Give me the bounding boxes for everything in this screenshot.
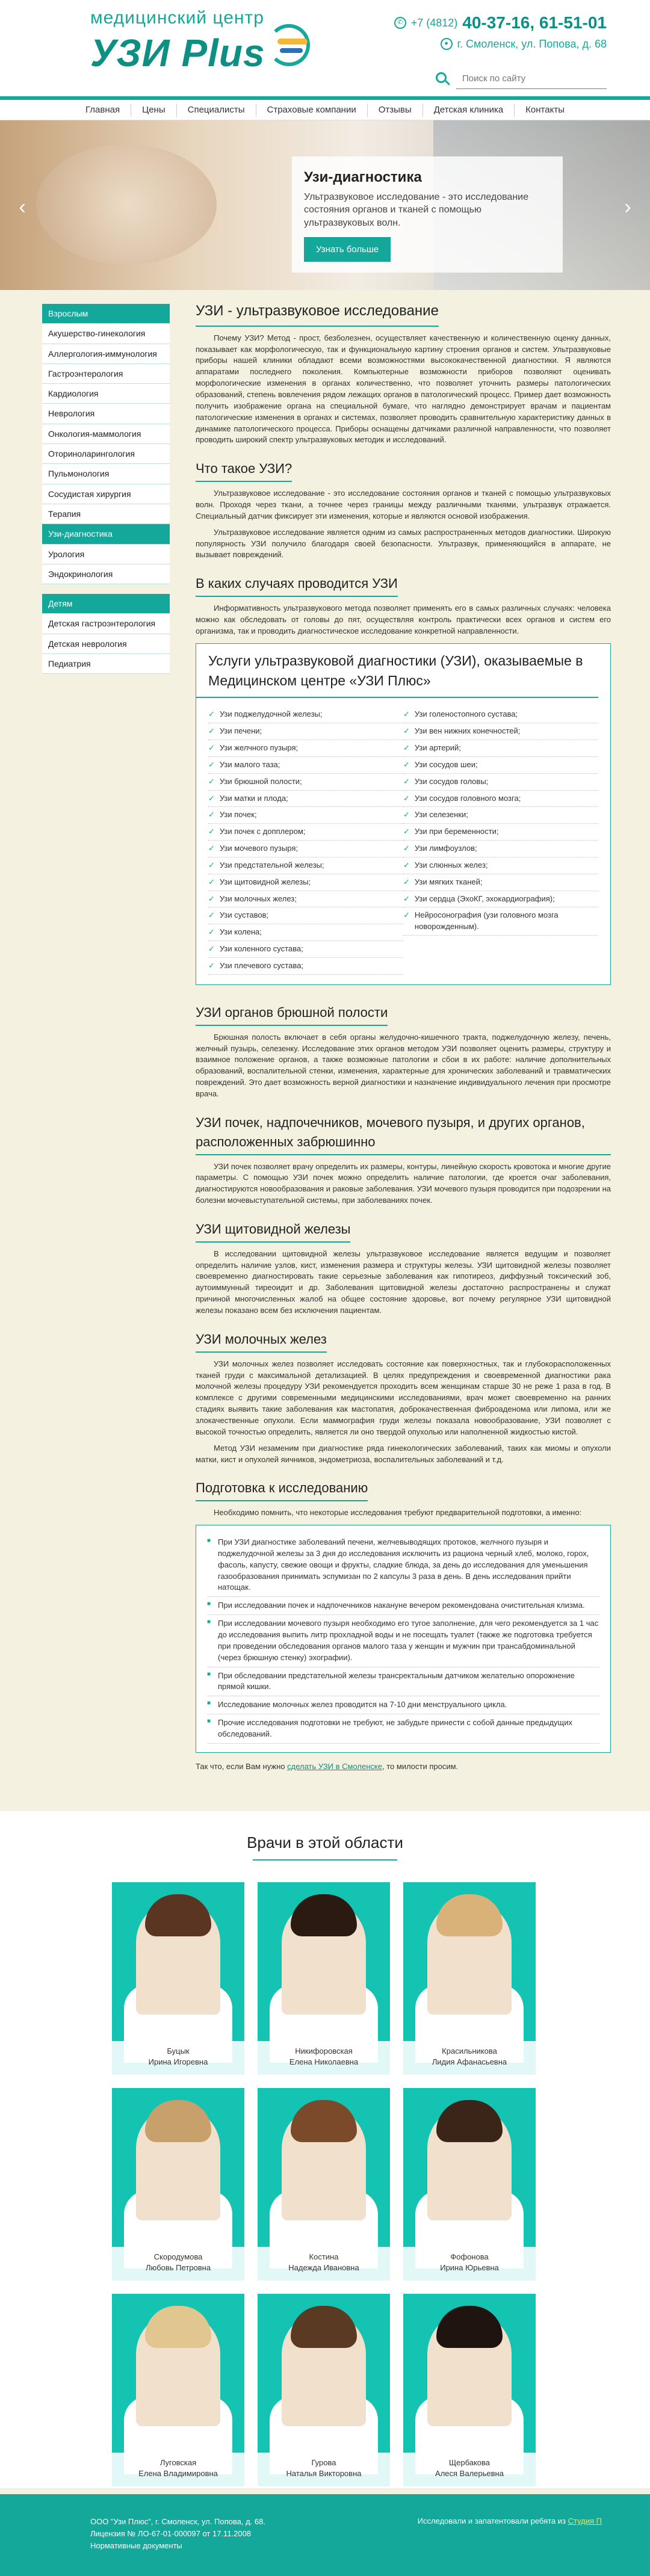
footer-company: ООО "Узи Плюс", г. Смоленск, ул. Попова, д. 68. — [90, 2517, 265, 2526]
service-label: Узи молочных желез; — [219, 894, 297, 903]
service-item — [403, 757, 598, 774]
sidebar-item[interactable]: Эндокринология — [42, 564, 170, 584]
site-footer — [0, 2494, 650, 2576]
sidebar-item[interactable]: Детская неврология — [42, 634, 170, 654]
sidebar-item[interactable]: Педиатрия — [42, 654, 170, 674]
service-item — [403, 791, 598, 808]
sidebar-item[interactable]: Терапия — [42, 504, 170, 524]
nav-insurance[interactable]: Страховые компании — [256, 103, 367, 117]
sidebar-item[interactable]: Аллергология-иммунология — [42, 344, 170, 364]
kidneys-paragraph: УЗИ почек позволяет врачу определить их размеры, контуры, линейную скорость кровотока и многие другие параметры. С помощью УЗИ почек можно определить наличие патологии, где кроется очаг заболевания, диагностируются новообразования и раковые заболевания. УЗИ мочевого пузыря проводится при подозрении на болезни мочевыступательной системы, при заболеваниях почек. — [196, 1161, 611, 1205]
check-icon: ✓ — [208, 810, 215, 820]
service-item — [403, 857, 598, 874]
sidebar-item[interactable]: Акушерство-гинекология — [42, 324, 170, 344]
doctor-hair — [145, 2306, 211, 2348]
nav-specialists[interactable]: Специалисты — [176, 103, 256, 117]
preparation-item: ■ При исследовании почек и надпочечников накануне вечером рекомендована очистительная клизма. — [207, 1597, 599, 1615]
service-label: Узи щитовидной железы; — [219, 877, 311, 886]
check-icon: ✓ — [208, 743, 215, 752]
slider-background-image — [36, 144, 217, 265]
nav-home[interactable]: Главная — [85, 105, 120, 116]
service-label: Узи мягких тканей; — [414, 877, 483, 886]
section-title-abdomen: УЗИ органов брюшной полости — [196, 1003, 388, 1026]
developer-prefix: Исследовали и запатентовали ребята из — [417, 2516, 568, 2525]
sidebar-item[interactable]: Оториноларингология — [42, 444, 170, 464]
developer-link[interactable]: Студия П — [568, 2516, 602, 2525]
cases-paragraph: Информативность ультразвукового метода позволяет применять его в самых различных случаях: человека можно как обследовать от головы до пят, осуществляя контроль практически всех органов и систем его организма, так и проводить диагностическое исследование конкретной направленности. — [196, 604, 611, 635]
breast-paragraph-2: Метод УЗИ незаменим при диагностике ряда гинекологических заболеваний, таких как миомы и опухоли матки, кист и опухолей яичников, эндометриоза, воспалительных заболеваний и т.д. — [196, 1443, 611, 1464]
doctor-name: Красильникова Лидия Афанасьевна — [403, 2041, 536, 2075]
service-label: Узи мочевого пузыря; — [219, 844, 299, 853]
page-title: УЗИ - ультразвуковое исследование — [196, 301, 439, 327]
breast-paragraph-1: УЗИ молочных желез позволяет исследовать состояние как поверхностных, так и глубокорасположенных тканей груди с максимальной детализацией. В целях предупреждения и своевременной диагностики рака молочной железы процедуру УЗИ рекомендуется проходить всем женщинам старше 30 не реже 1 раза в год. В комплексе с другими современными медицинскими исследованиями, врач может своевременно на ранних стадиях выявить такие заболевания как мастопатия, доброкачественная фиброаденома или липома, или же злокачественные опухоли. Если маммография груди железы показала новообразование, УЗИ позволяет с высокой точностью определить, является ли оно твердой опухолью или наполненной жидкостью кистой. — [196, 1359, 611, 1436]
service-item — [208, 757, 403, 774]
preparation-item: ■ Прочие исследования подготовки не требуют, не забудьте принести с собой данные предыдущих обследований. — [207, 1714, 599, 1744]
service-label: Узи селезенки; — [414, 810, 468, 820]
service-label: Узи желчного пузыря; — [219, 743, 299, 752]
preparation-item: ■ При обследовании предстательной железы трансректальным датчиком желательно опорожнение прямой кишки. — [207, 1667, 599, 1697]
preparation-item: ■ При исследовании мочевого пузыря необходимо его тугое заполнение, для чего рекомендуется за 1 час до исследования выпить литр прохладной воды и не посещать туалет (также же подготовка требуется при проведении обследования органов малого таза у женщин и мужчин при трансабдоминальной (через брюшную стенку) эхографии). — [207, 1615, 599, 1667]
service-item — [208, 857, 403, 874]
location-icon: ● — [441, 38, 453, 50]
service-label: Узи поджелудочной железы; — [219, 709, 323, 719]
check-icon: ✓ — [403, 877, 410, 886]
service-item — [208, 841, 403, 857]
phone-code: +7 (4812) — [410, 17, 458, 29]
doctor-hair — [291, 2100, 357, 2142]
doctor-card[interactable] — [403, 2294, 536, 2486]
section-title-breast: УЗИ молочных желез — [196, 1330, 327, 1353]
doctor-card[interactable] — [403, 1882, 536, 2075]
what-paragraph-1: Ультразвуковое исследование - это исследование состояния органов и тканей с помощью ультразвуковых волн. Проходя через ткани, а точнее через границы между различными тканями, ультразвук отражается. Специальный датчик фиксирует эти изменения, которые и являются основой изображения. — [196, 489, 611, 520]
doctor-hair — [145, 1894, 211, 1936]
abdomen-paragraph: Брюшная полость включает в себя органы желудочно-кишечного тракта, поджелудочную железу, печень, желчный пузырь, селезенку. Исследование этих органов методом УЗИ позволяет оценить размеры, структуру и взаимное положение органов, а также возможные патологии и сбои в их работе: наличие дополнительных образований, воспалительной стенки, изменения, характерные для хронических заболеваний и травматических повреждений. Это дает возможность верной диагностики и назначение индивидуального лечения при просмотре врача. — [196, 1032, 611, 1098]
slide-text: Ультразвуковое исследование - это исследование состояния органов и тканей с помощью ультразвуковых волн. — [304, 191, 528, 228]
doctor-card[interactable] — [258, 2294, 390, 2486]
check-icon: ✓ — [403, 810, 410, 820]
doctor-name: Скородумова Любовь Петровна — [112, 2247, 244, 2281]
service-item — [403, 807, 598, 824]
section-title-thyroid: УЗИ щитовидной железы — [196, 1220, 350, 1243]
logo-title[interactable]: УЗИ Plus — [90, 31, 265, 75]
check-icon: ✓ — [403, 709, 410, 719]
section-title-kidneys: УЗИ почек, надпочечников, мочевого пузыря, и других органов, расположенных забрюшинно — [196, 1113, 611, 1155]
service-item — [208, 791, 403, 808]
sidebar — [42, 304, 170, 684]
note-prefix: Так что, если Вам нужно — [196, 1761, 288, 1771]
preparation-intro: Необходимо помнить, что некоторые исследования требуют предварительной подготовки, а именно: — [214, 1508, 582, 1518]
check-icon: ✓ — [208, 759, 215, 769]
service-item — [208, 891, 403, 908]
doctors-title: Врачи в этой области — [247, 1833, 403, 1852]
service-item — [208, 706, 403, 723]
main-nav — [0, 96, 650, 120]
service-label: Узи суставов; — [219, 910, 269, 920]
slide-title: Узи-диагностика — [304, 169, 422, 185]
doctor-card[interactable] — [403, 2088, 536, 2281]
logo-subtitle: медицинский центр — [90, 8, 264, 28]
service-label: Узи колена; — [219, 927, 262, 937]
sidebar-item[interactable]: Онкология-маммология — [42, 424, 170, 444]
service-label: Узи почек с допплером; — [219, 827, 306, 836]
service-item — [403, 706, 598, 723]
check-icon: ✓ — [403, 910, 410, 920]
slider-next-icon[interactable]: › — [624, 196, 631, 218]
service-item — [208, 924, 403, 941]
service-label: Узи брюшной полости; — [219, 776, 302, 786]
service-label: Узи матки и плода; — [219, 793, 288, 803]
service-item — [208, 941, 403, 958]
service-label: Узи печени; — [219, 726, 262, 736]
doctors-section — [0, 1811, 650, 2488]
service-item — [208, 958, 403, 975]
search-icon[interactable] — [436, 72, 447, 83]
service-item — [208, 907, 403, 924]
check-icon: ✓ — [208, 860, 215, 869]
service-label: Узи сосудов шеи; — [414, 759, 478, 769]
service-item — [403, 891, 598, 908]
service-item — [403, 723, 598, 740]
service-label: Узи предстательной железы; — [219, 860, 324, 869]
check-icon: ✓ — [208, 844, 215, 853]
service-label: Узи слюнных желез; — [414, 860, 488, 869]
service-label: Узи плечевого сустава; — [219, 960, 303, 970]
service-label: Узи сосудов головы; — [414, 776, 489, 786]
preparation-list — [196, 1525, 611, 1753]
check-icon: ✓ — [208, 726, 215, 736]
service-item — [208, 740, 403, 757]
nav-reviews[interactable]: Отзывы — [367, 103, 422, 117]
check-icon: ✓ — [208, 877, 215, 886]
services-title: Услуги ультразвуковой диагностики (УЗИ), оказываемые в Медицинском центре «УЗИ Плюс» — [196, 644, 598, 699]
service-label: Узи лимфоузлов; — [414, 844, 477, 853]
footer-info — [90, 2516, 265, 2552]
service-item — [403, 907, 598, 936]
service-item — [208, 807, 403, 824]
address-text: г. Смоленск, ул. Попова, д. 68 — [457, 38, 607, 50]
sidebar-item[interactable]: Урология — [42, 545, 170, 564]
doctor-card[interactable] — [112, 2294, 244, 2486]
nav-contacts[interactable]: Контакты — [514, 103, 575, 117]
sidebar-item[interactable]: Узи-диагностика — [42, 524, 170, 544]
phone-block — [394, 11, 607, 36]
doctors-grid — [112, 1882, 538, 2486]
note-suffix: , то милости просим. — [382, 1761, 459, 1771]
check-icon: ✓ — [403, 793, 410, 803]
main-content — [196, 301, 611, 1773]
check-icon: ✓ — [208, 827, 215, 836]
search-box — [456, 69, 607, 89]
doctor-name: Фофонова Ирина Юрьевна — [403, 2247, 536, 2281]
sidebar-kids-group — [42, 594, 170, 674]
phone-number[interactable]: 40-37-16, 61-51-01 — [462, 13, 607, 32]
service-label: Нейросонография (узи головного мозга новорожденным). — [414, 910, 559, 931]
doctor-name: Костина Надежда Ивановна — [258, 2247, 390, 2281]
doctors-divider — [253, 1859, 397, 1861]
nav-prices[interactable]: Цены — [131, 103, 176, 117]
service-label: Узи вен нижних конечностей; — [414, 726, 521, 736]
services-left-column — [208, 706, 403, 975]
sidebar-item[interactable]: Неврология — [42, 404, 170, 424]
slider-prev-icon[interactable]: ‹ — [19, 196, 26, 218]
doctor-hair — [436, 2100, 503, 2142]
sidebar-adult-group — [42, 304, 170, 584]
service-label: Узи малого таза; — [219, 759, 280, 769]
doctor-hair — [291, 1894, 357, 1936]
sidebar-item[interactable]: Детская гастроэнтерология — [42, 614, 170, 634]
service-label: Узи сосудов головного мозга; — [414, 793, 521, 803]
learn-more-button[interactable]: Узнать больше — [304, 237, 391, 262]
address-block — [441, 36, 607, 52]
doctor-name: Луговская Елена Владимировна — [112, 2453, 244, 2486]
check-icon: ✓ — [208, 709, 215, 719]
service-label: Узи почек; — [219, 810, 257, 820]
phone-icon: ✆ — [394, 17, 406, 29]
doctor-hair — [291, 2306, 357, 2348]
doctor-name: Гурова Наталья Викторовна — [258, 2453, 390, 2486]
ultrasound-smolensk-link[interactable]: сделать УЗИ в Смоленске — [287, 1761, 382, 1771]
sidebar-head-kids[interactable]: Детям — [42, 594, 170, 614]
sidebar-item[interactable]: Сосудистая хирургия — [42, 484, 170, 504]
slide-card — [292, 156, 563, 273]
check-icon: ✓ — [403, 743, 410, 752]
sidebar-head-adults[interactable]: Взрослым — [42, 304, 170, 324]
doctor-name: Буцык Ирина Игоревна — [112, 2041, 244, 2075]
check-icon: ✓ — [403, 860, 410, 869]
preparation-item: ■ При УЗИ диагностике заболеваний печени, желчевыводящих протоков, желчного пузыря и поджелудочной железы за 3 дня до исследования исключить из рациона черный хлеб, молоко, горох, фасоль, капусту, свежие овощи и фрукты, сладкие блюда, за день до исследования для уменьшения газообразования принимать эспумизан по 2 капсулы 3 раза в день. В день исследования прийти натощак. — [207, 1534, 599, 1597]
sidebar-item[interactable]: Пульмонология — [42, 464, 170, 484]
section-title-preparation: Подготовка к исследованию — [196, 1478, 368, 1501]
service-item — [403, 774, 598, 791]
check-icon: ✓ — [208, 944, 215, 954]
search-input[interactable] — [456, 73, 607, 84]
what-paragraph-2: Ультразвуковое исследование является одним из самых распространенных методов диагностики. Широкую популярность УЗИ получило благодаря своей безопасности. Ультразвук, применяющийся в аппарате, не вызывает повреждений. — [196, 527, 611, 560]
doctor-name: Щербакова Алеся Валерьевна — [403, 2453, 536, 2486]
service-label: Узи артерий; — [414, 743, 461, 752]
doctor-card[interactable] — [258, 1882, 390, 2075]
bottom-note — [196, 1761, 611, 1773]
doctor-card[interactable] — [112, 2088, 244, 2281]
check-icon: ✓ — [403, 844, 410, 853]
preparation-item: ■ Исследование молочных желез проводится на 7-10 дни менструального цикла. — [207, 1696, 599, 1714]
service-item — [403, 874, 598, 891]
footer-license: Лицензия № ЛО-67-01-000097 от 17.11.2008 — [90, 2529, 252, 2539]
check-icon: ✓ — [403, 776, 410, 786]
hero-slider — [0, 120, 650, 290]
services-right-column — [403, 706, 598, 975]
thyroid-paragraph: В исследовании щитовидной железы ультразвуковое исследование является ведущим и позволяет определить наличие узлов, кист, изменения размера и структуры железы. УЗИ щитовидной железы позволяет своевременно диагностировать такие серьезные заболевания как гипотиреоз, диффузный токсический зоб, аутоиммунный тиреоидит и др. Заболевания щитовидной железы достаточно распространены и служат причиной многочисленных жалоб на общее состояние здоровье, вот почему регулярное УЗИ щитовидной железы показано всем без исключения пациентам. — [196, 1249, 611, 1315]
services-box — [196, 643, 611, 985]
doctor-card[interactable] — [258, 2088, 390, 2281]
logo-icon[interactable] — [268, 24, 310, 66]
service-label: Узи коленного сустава; — [219, 944, 303, 954]
check-icon: ✓ — [208, 894, 215, 903]
check-icon: ✓ — [208, 910, 215, 920]
check-icon: ✓ — [208, 960, 215, 970]
doctor-name: Никифоровская Елена Николаевна — [258, 2041, 390, 2075]
doctor-hair — [436, 2306, 503, 2348]
sidebar-item[interactable]: Гастроэнтерология — [42, 364, 170, 384]
check-icon: ✓ — [403, 726, 410, 736]
sidebar-item[interactable]: Кардиология — [42, 384, 170, 404]
service-item — [403, 740, 598, 757]
doctor-hair — [145, 2100, 211, 2142]
check-icon: ✓ — [208, 776, 215, 786]
service-item — [208, 874, 403, 891]
check-icon: ✓ — [403, 759, 410, 769]
service-label: Узи сердца (ЭхоКГ, эхокардиография); — [414, 894, 555, 903]
footer-developer — [418, 2516, 602, 2527]
doctor-card[interactable] — [112, 1882, 244, 2075]
service-item — [403, 824, 598, 841]
section-title-what: Что такое УЗИ? — [196, 459, 292, 482]
service-label: Узи голеностопного сустава; — [414, 709, 518, 719]
doctor-hair — [436, 1894, 503, 1936]
check-icon: ✓ — [208, 927, 215, 937]
service-item — [208, 824, 403, 841]
service-item — [208, 774, 403, 791]
check-icon: ✓ — [403, 827, 410, 836]
service-item — [208, 723, 403, 740]
section-title-cases: В каких случаях проводится УЗИ — [196, 574, 398, 597]
service-item — [403, 841, 598, 857]
check-icon: ✓ — [403, 894, 410, 903]
intro-text: Почему УЗИ? Метод - прост, безболезнен, осуществляет качественную и количественную оценку данных, показывает как морфологическую, так и функциональную картину строения органов и систем. Ультразвуковые приборы нашей клиники обладают всеми возможностями высококачественной диагностики. Я являются аппаратами последнего поколения. Компьютерные возможности приборов позволяют оценивать морфологические изменения в органах количественно, что позволяет уточнить размеры патологических образований, степень вовлечения рядом лежащих органов в патологический процесс. Пример дает возможность получить изображение органа на специальной бумаге, что наглядно демонстрирует врачам и пациентам патологические изменения в органах и системах, позволяет проводить сравнительную характеристику данных в динамике патологического процесса. Приборы оснащены датчиками различной направленности, что позволяет проводить широкий спектр ультразвуковых методик и исследований. — [196, 333, 611, 445]
nav-kids-clinic[interactable]: Детская клиника — [422, 103, 515, 117]
check-icon: ✓ — [208, 793, 215, 803]
footer-documents-link[interactable]: Нормативные документы — [90, 2541, 182, 2551]
service-label: Узи при беременности; — [414, 827, 499, 836]
